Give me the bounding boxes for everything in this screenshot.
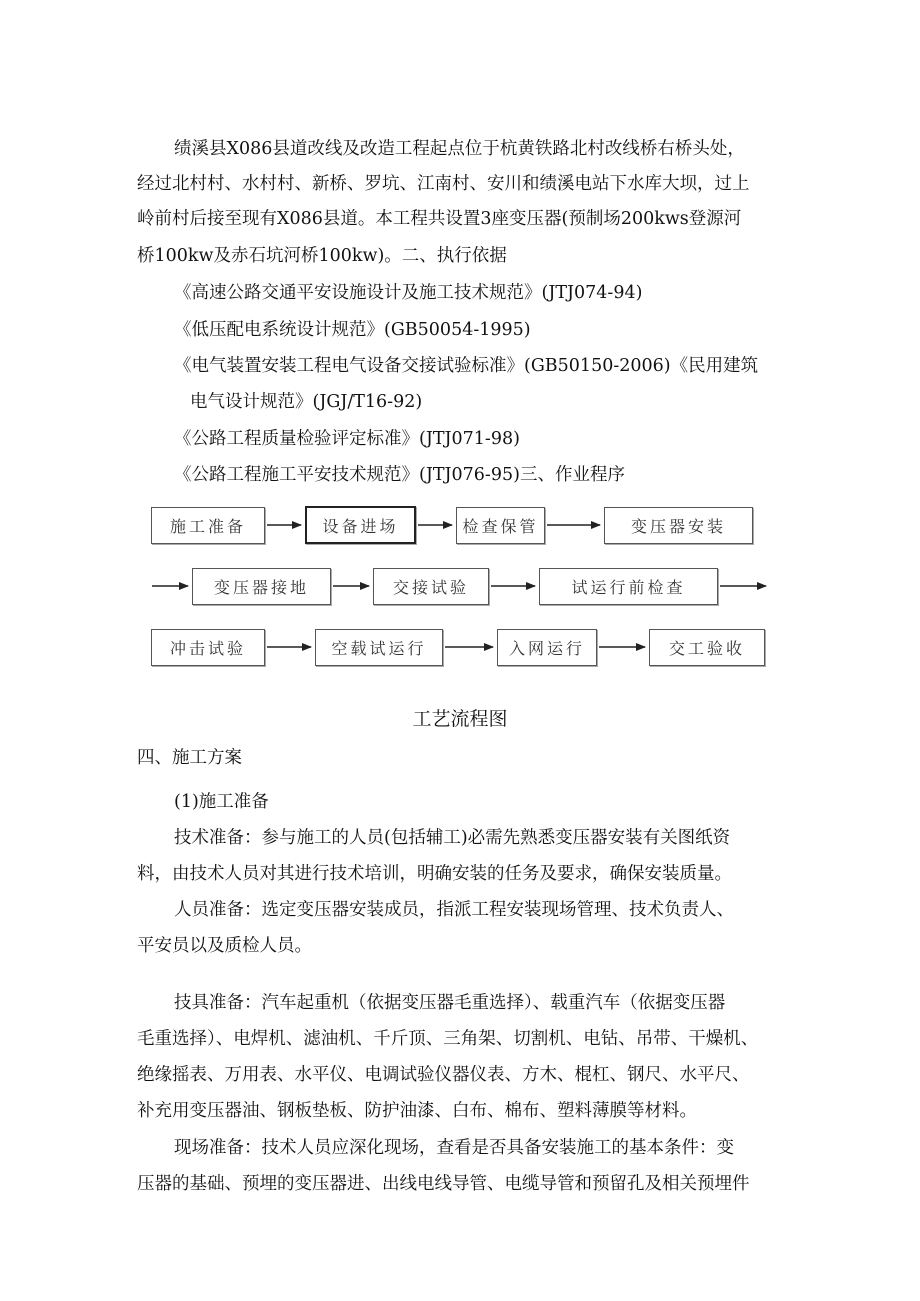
staff-prep-line-2: 平安员以及质检人员。: [137, 936, 312, 956]
flow-step-equipment-arrival: 设备进场: [305, 506, 416, 544]
subsection-1-heading: (1)施工准备: [174, 792, 269, 812]
flow-step-handover-test: 交接试验: [373, 568, 489, 605]
flow-step-construction-prep: 施工准备: [151, 507, 265, 544]
staff-prep-line-1: 人员准备：选定变压器安装成员，指派工程安装现场管理、技术负责人、: [174, 900, 734, 920]
tech-prep-line-2: 料，由技术人员对其进行技术培训，明确安装的任务及要求，确保安装质量。: [137, 864, 732, 884]
section-4-heading: 四、施工方案: [137, 748, 242, 768]
site-prep-line-1: 现场准备：技术人员应深化现场，查看是否具备安装施工的基本条件：变: [174, 1138, 734, 1158]
flow-step-grounding: 变压器接地: [192, 568, 331, 605]
intro-line-2: 经过北村村、水村村、新桥、罗坑、江南村、安川和绩溪电站下水库大坝，过上: [137, 174, 750, 194]
reference-2: 《低压配电系统设计规范》(GB50054-1995): [174, 320, 531, 340]
reference-4: 《公路工程质量检验评定标准》(JTJ071-98): [174, 429, 520, 449]
intro-line-3: 岭前村后接至现有X086县道。本工程共设置3座变压器(预制场200kws登源河: [137, 209, 742, 229]
tools-prep-line-4: 补充用变压器油、钢板垫板、防护油漆、白布、棉布、塑料薄膜等材料。: [137, 1101, 697, 1121]
tools-prep-line-2: 毛重选择）、电焊机、滤油机、千斤顶、三角架、切割机、电钻、吊带、干燥机、: [137, 1029, 759, 1049]
flow-step-pre-trial-check: 试运行前检查: [539, 568, 718, 605]
intro-line-1: 绩溪县X086县道改线及改造工程起点位于杭黄铁路北村改线桥右桥头处，: [174, 139, 745, 159]
flow-step-impact-test: 冲击试验: [151, 629, 265, 666]
reference-1: 《高速公路交通平安设施设计及施工技术规范》(JTJ074-94): [174, 283, 643, 303]
flowchart-caption: 工艺流程图: [412, 708, 508, 730]
intro-line-4: 桥100kw及赤石坑河桥100kw)。二、执行依据: [137, 246, 507, 266]
flow-step-acceptance: 交工验收: [649, 629, 765, 666]
flow-step-grid-operation: 入网运行: [497, 629, 597, 666]
tools-prep-line-3: 绝缘摇表、万用表、水平仪、电调试验仪器仪表、方木、棍杠、钢尺、水平尺、: [137, 1065, 750, 1085]
flow-step-no-load-trial: 空载试运行: [315, 629, 443, 666]
reference-5: 《公路工程施工平安技术规范》(JTJ076-95)三、作业程序: [174, 465, 625, 485]
reference-3: 《电气装置安装工程电气设备交接试验标准》(GB50150-2006)《民用建筑: [174, 356, 759, 376]
flow-step-transformer-install: 变压器安装: [604, 507, 753, 544]
reference-3-cont: 电气设计规范》(JGJ/T16-92): [190, 392, 423, 412]
site-prep-line-2: 压器的基础、预埋的变压器进、出线电线导管、电缆导管和预留孔及相关预埋件: [137, 1174, 750, 1194]
tech-prep-line-1: 技术准备：参与施工的人员(包括辅工)必需先熟悉变压器安装有关图纸资: [174, 828, 731, 848]
flow-step-inspection-storage: 检查保管: [456, 507, 545, 544]
tools-prep-line-1: 技具准备：汽车起重机（依据变压器毛重选择）、载重汽车（依据变压器: [174, 993, 726, 1013]
